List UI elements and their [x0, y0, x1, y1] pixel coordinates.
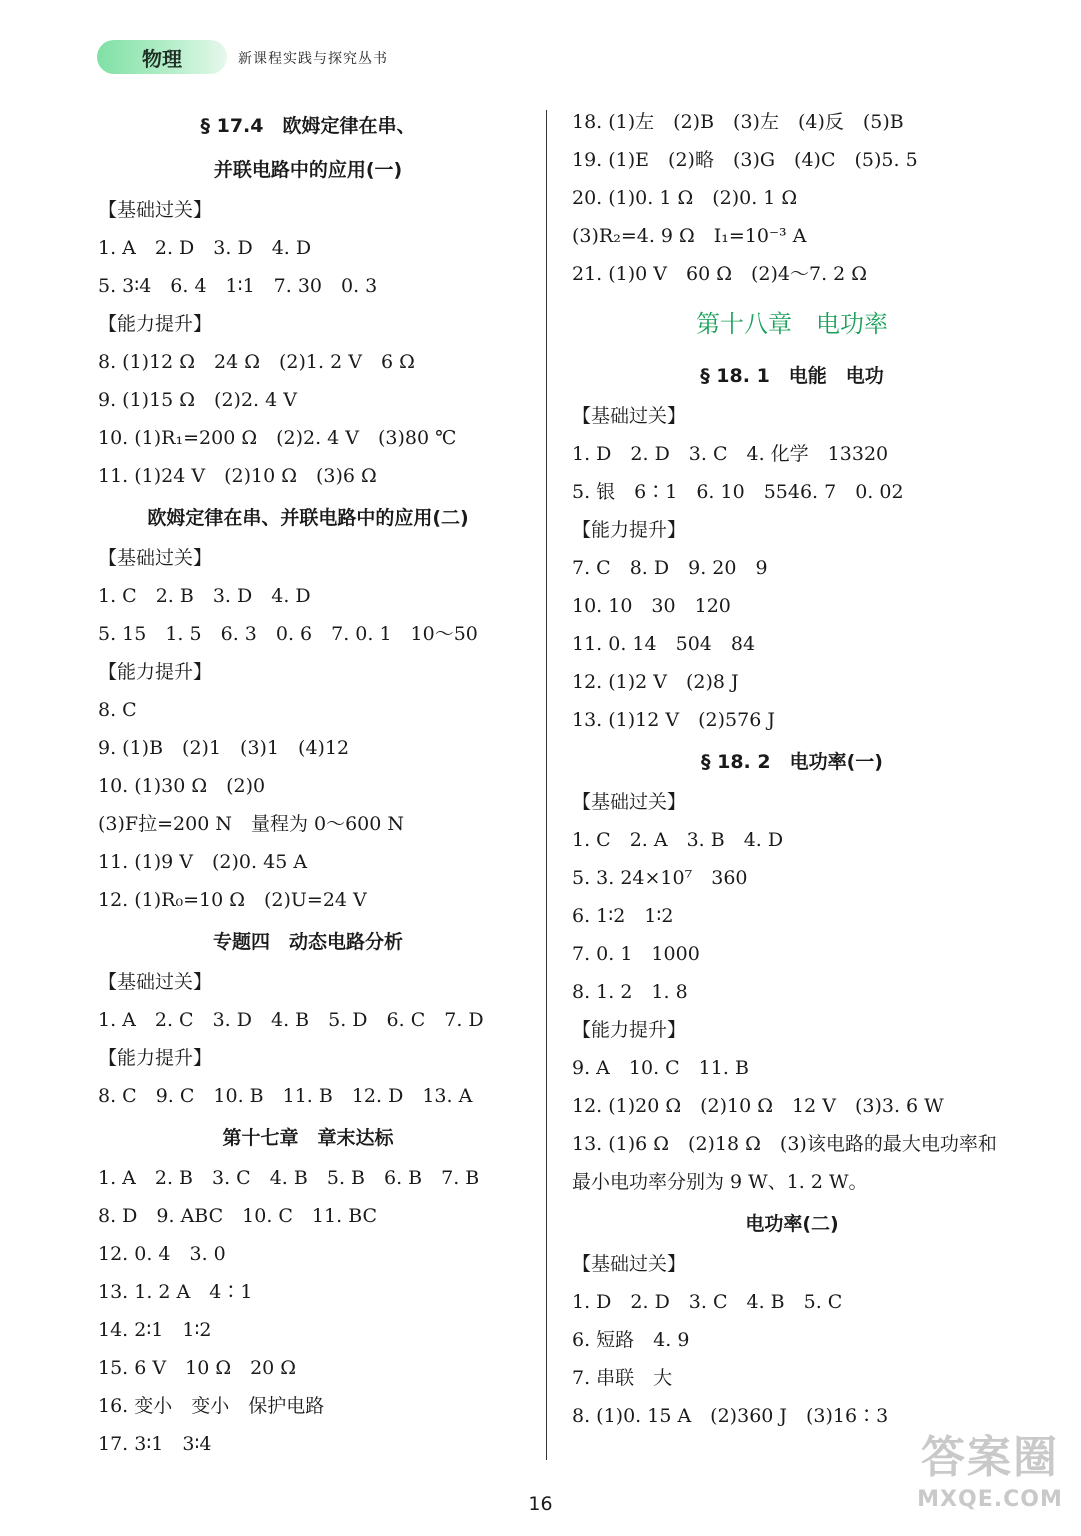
answer-line: 1. C 2. B 3. D 4. D — [98, 585, 311, 607]
chapter-title: 第十八章 电功率 — [696, 310, 888, 338]
answer-line: 6. 短路 4. 9 — [572, 1329, 690, 1351]
answer-line: 19. (1)E (2)略 (3)G (4)C (5)5. 5 — [572, 149, 918, 171]
section-heading: 电功率(二) — [745, 1213, 839, 1235]
answer-line: 8. (1)0. 15 A (2)360 J (3)16∶3 — [572, 1405, 889, 1427]
watermark-url: MXQE.COM — [917, 1487, 1063, 1512]
answer-line: 13. (1)6 Ω (2)18 Ω (3)该电路的最大电功率和最小电功率分别为 9 W、1. 2 W。 — [572, 1133, 997, 1193]
right-answer-column — [572, 103, 1012, 1435]
column-divider — [546, 110, 547, 1460]
answer-line: 13. (1)12 V (2)576 J — [572, 709, 775, 731]
answer-line: 1. A 2. D 3. D 4. D — [98, 237, 312, 259]
answer-line: 18. (1)左 (2)B (3)左 (4)反 (5)B — [572, 111, 904, 133]
section-label: 【能力提升】 — [98, 1047, 213, 1069]
answer-line: 5. 银 6∶1 6. 10 5546. 7 0. 02 — [572, 481, 904, 503]
watermark-logo: 答案圈 — [921, 1432, 1059, 1483]
page-header — [0, 0, 1081, 90]
section-heading: 并联电路中的应用(一) — [213, 159, 403, 181]
answer-line: 17. 3∶1 3∶4 — [98, 1433, 212, 1455]
section-heading: 第十七章 章末达标 — [222, 1127, 394, 1149]
answer-line: 11. (1)24 V (2)10 Ω (3)6 Ω — [98, 465, 377, 487]
section-heading: 欧姆定律在串、并联电路中的应用(二) — [147, 507, 469, 529]
section-label: 【基础过关】 — [572, 791, 687, 813]
answer-line: 20. (1)0. 1 Ω (2)0. 1 Ω — [572, 187, 798, 209]
answer-line: 6. 1∶2 1∶2 — [572, 905, 674, 927]
section-heading: 专题四 动态电路分析 — [212, 931, 403, 953]
section-label: 【基础过关】 — [98, 199, 213, 221]
answer-line: 10. (1)30 Ω (2)0 — [98, 775, 266, 797]
answer-line: 5. 3. 24×10⁷ 360 — [572, 867, 748, 889]
answer-line: 1. A 2. C 3. D 4. B 5. D 6. C 7. D — [98, 1009, 484, 1031]
answer-line: 1. A 2. B 3. C 4. B 5. B 6. B 7. B — [98, 1167, 480, 1189]
answer-line: 8. C 9. C 10. B 11. B 12. D 13. A — [98, 1085, 473, 1107]
answer-line: 8. (1)12 Ω 24 Ω (2)1. 2 V 6 Ω — [98, 351, 415, 373]
answer-line: 21. (1)0 V 60 Ω (2)4～7. 2 Ω — [572, 263, 868, 285]
answer-line: 11. (1)9 V (2)0. 45 A — [98, 851, 308, 873]
answer-line: 9. (1)B (2)1 (3)1 (4)12 — [98, 737, 350, 759]
answer-line: 8. D 9. ABC 10. C 11. BC — [98, 1205, 378, 1227]
section-label: 【能力提升】 — [572, 519, 687, 541]
answer-line: 8. C — [98, 699, 137, 721]
answer-line: 7. 0. 1 1000 — [572, 943, 700, 965]
answer-line: 9. (1)15 Ω (2)2. 4 V — [98, 389, 297, 411]
answer-line: 12. (1)2 V (2)8 J — [572, 671, 739, 693]
section-label: 【能力提升】 — [98, 661, 213, 683]
section-heading: § 18. 2 电功率(一) — [701, 751, 883, 773]
section-label: 【基础过关】 — [572, 1253, 687, 1275]
answer-line: 5. 3∶4 6. 4 1∶1 7. 30 0. 3 — [98, 275, 378, 297]
section-label: 【能力提升】 — [98, 313, 213, 335]
answer-line: 9. A 10. C 11. B — [572, 1057, 749, 1079]
answer-line: 10. (1)R₁=200 Ω (2)2. 4 V (3)80 ℃ — [98, 427, 457, 449]
answer-line: 7. 串联 大 — [572, 1367, 673, 1389]
answer-line: 1. D 2. D 3. C 4. 化学 13320 — [572, 443, 889, 465]
answer-line: 1. C 2. A 3. B 4. D — [572, 829, 784, 851]
answer-line: 16. 变小 变小 保护电路 — [98, 1395, 325, 1417]
section-label: 【能力提升】 — [572, 1019, 687, 1041]
left-answer-column — [98, 103, 518, 1463]
answer-line: 7. C 8. D 9. 20 9 — [572, 557, 768, 579]
answer-line: 12. (1)20 Ω (2)10 Ω 12 V (3)3. 6 W — [572, 1095, 944, 1117]
answer-line: (3)R₂=4. 9 Ω I₁=10⁻³ A — [572, 225, 807, 247]
section-heading: § 17.4 欧姆定律在串、 — [200, 115, 416, 137]
answer-line: 10. 10 30 120 — [572, 595, 731, 617]
subject-tab: 物理 — [97, 40, 227, 74]
answer-line: 11. 0. 14 504 84 — [572, 633, 756, 655]
section-label: 【基础过关】 — [98, 547, 213, 569]
answer-line: 14. 2∶1 1∶2 — [98, 1319, 212, 1341]
answer-line: 5. 15 1. 5 6. 3 0. 6 7. 0. 1 10～50 — [98, 623, 478, 645]
section-label: 【基础过关】 — [98, 971, 213, 993]
answer-line: 12. (1)R₀=10 Ω (2)U=24 V — [98, 889, 367, 911]
section-heading: § 18. 1 电能 电功 — [700, 365, 884, 387]
answer-line: 1. D 2. D 3. C 4. B 5. C — [572, 1291, 843, 1313]
page-number: 16 — [528, 1493, 553, 1515]
series-title: 新课程实践与探究丛书 — [238, 51, 388, 67]
section-label: 【基础过关】 — [572, 405, 687, 427]
answer-line: (3)F拉=200 N 量程为 0～600 N — [98, 813, 405, 835]
answer-line: 13. 1. 2 A 4∶1 — [98, 1281, 253, 1303]
watermark — [905, 1430, 1075, 1530]
answer-line: 8. 1. 2 1. 8 — [572, 981, 688, 1003]
answer-line: 12. 0. 4 3. 0 — [98, 1243, 226, 1265]
answer-line: 15. 6 V 10 Ω 20 Ω — [98, 1357, 297, 1379]
